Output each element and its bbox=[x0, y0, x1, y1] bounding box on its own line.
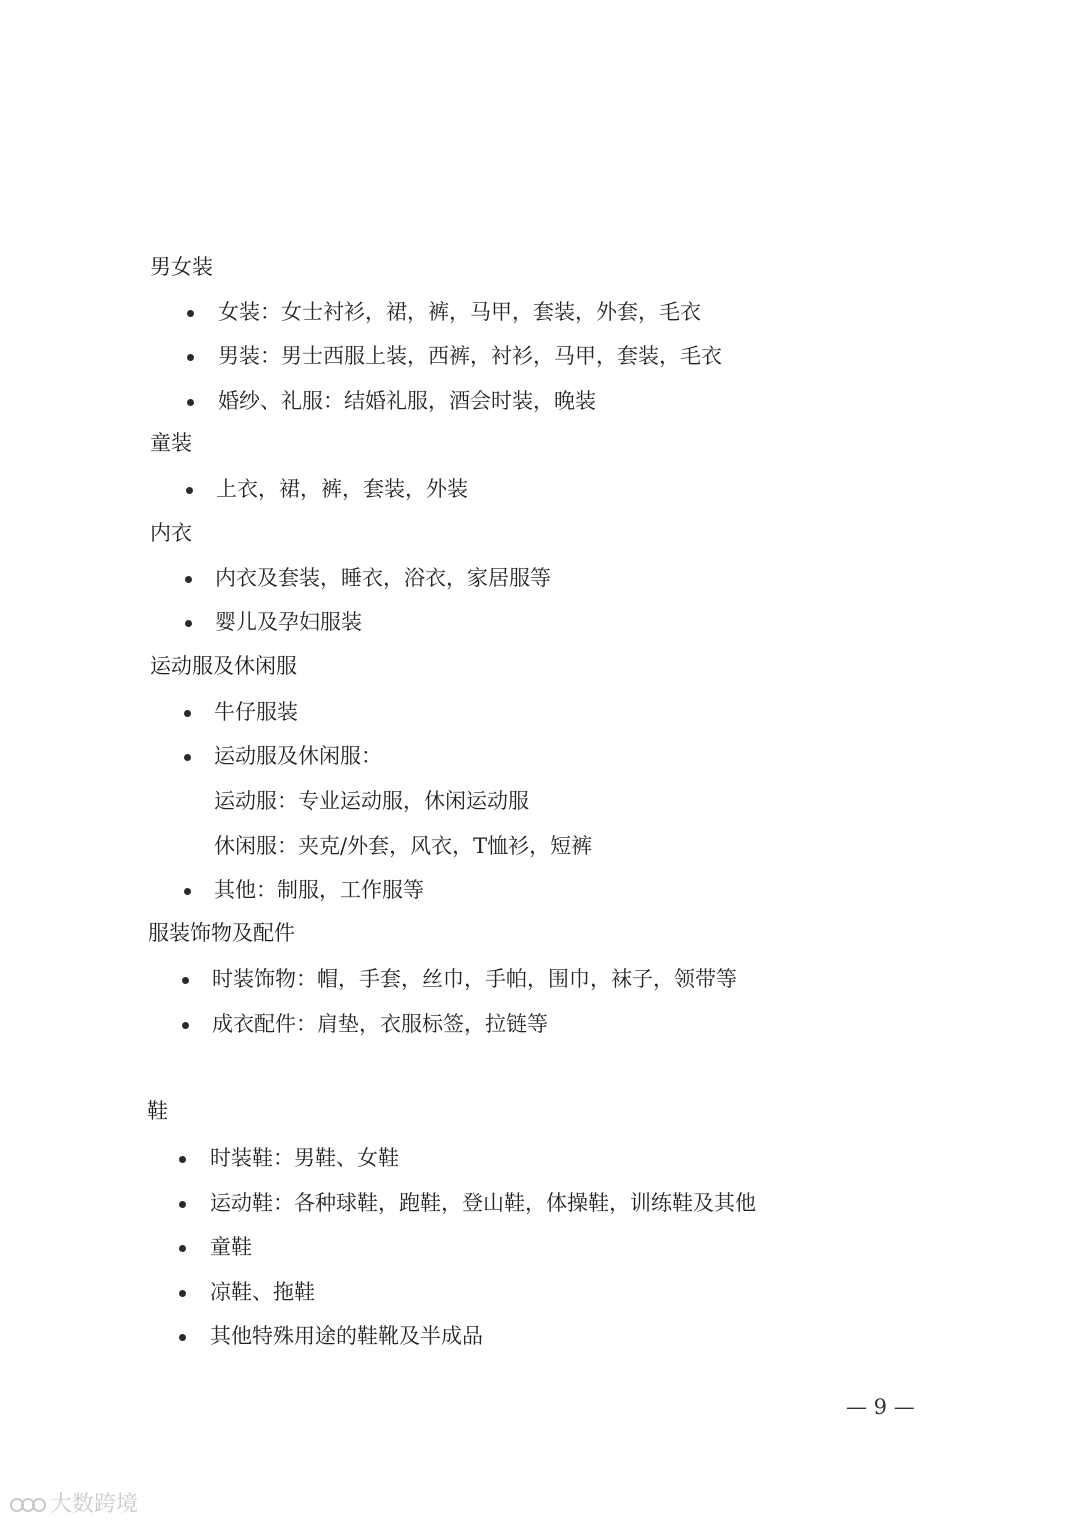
page-number: — 9 — bbox=[846, 1395, 915, 1419]
bullet-icon bbox=[184, 710, 191, 717]
list-item: 上衣，裙，裤，套装，外装 bbox=[216, 477, 468, 501]
section-heading-sportswear-casualwear: 运动服及休闲服 bbox=[150, 654, 297, 678]
sub-item: 运动服：专业运动服，休闲运动服 bbox=[214, 789, 529, 813]
list-item: 时装饰物：帽，手套，丝巾，手帕，围巾，袜子，领带等 bbox=[212, 967, 737, 991]
bullet-icon bbox=[179, 1156, 186, 1163]
list-item: 成衣配件：肩垫，衣服标签，拉链等 bbox=[212, 1012, 548, 1036]
section-heading-childrenswear: 童装 bbox=[150, 431, 192, 455]
bullet-icon bbox=[179, 1201, 186, 1208]
list-item: 其他特殊用途的鞋靴及半成品 bbox=[210, 1324, 483, 1348]
section-heading-shoes: 鞋 bbox=[147, 1099, 168, 1123]
bullet-icon bbox=[185, 620, 192, 627]
list-item: 内衣及套装，睡衣，浴衣，家居服等 bbox=[215, 566, 551, 590]
watermark-text: 大数跨境 bbox=[50, 1492, 139, 1517]
list-item: 时装鞋：男鞋、女鞋 bbox=[210, 1146, 399, 1170]
list-item: 婚纱、礼服：结婚礼服，酒会时装，晚装 bbox=[218, 389, 596, 413]
list-item: 运动服及休闲服： bbox=[214, 744, 382, 768]
bullet-icon bbox=[179, 1245, 186, 1252]
bullet-icon bbox=[179, 1290, 186, 1297]
list-item: 童鞋 bbox=[210, 1235, 252, 1259]
list-item: 运动鞋：各种球鞋，跑鞋，登山鞋，体操鞋，训练鞋及其他 bbox=[210, 1191, 756, 1215]
bullet-icon bbox=[184, 888, 191, 895]
bullet-icon bbox=[185, 576, 192, 583]
list-item: 凉鞋、拖鞋 bbox=[210, 1280, 315, 1304]
sub-item: 休闲服：夹克/外套，风衣，T恤衫，短裤 bbox=[214, 834, 593, 858]
bullet-icon bbox=[187, 399, 194, 406]
watermark bbox=[10, 1490, 138, 1520]
section-heading-accessories: 服装饰物及配件 bbox=[148, 921, 295, 945]
bullet-icon bbox=[182, 977, 189, 984]
list-item: 牛仔服装 bbox=[214, 700, 298, 724]
section-heading-underwear: 内衣 bbox=[150, 521, 192, 545]
bullet-icon bbox=[179, 1334, 186, 1341]
bullet-icon bbox=[186, 487, 193, 494]
bullet-icon bbox=[184, 754, 191, 761]
bullet-icon bbox=[187, 310, 194, 317]
bullet-icon bbox=[187, 354, 194, 361]
list-item: 婴儿及孕妇服装 bbox=[215, 610, 362, 634]
list-item: 男装：男士西服上装，西裤，衬衫，马甲，套装，毛衣 bbox=[218, 344, 722, 368]
section-heading-menswear-womenswear: 男女装 bbox=[150, 255, 213, 279]
list-item: 女装：女士衬衫，裙，裤，马甲，套装，外套，毛衣 bbox=[218, 300, 701, 324]
watermark-logo-icon bbox=[10, 1494, 46, 1516]
bullet-icon bbox=[182, 1022, 189, 1029]
list-item: 其他：制服，工作服等 bbox=[214, 878, 424, 902]
